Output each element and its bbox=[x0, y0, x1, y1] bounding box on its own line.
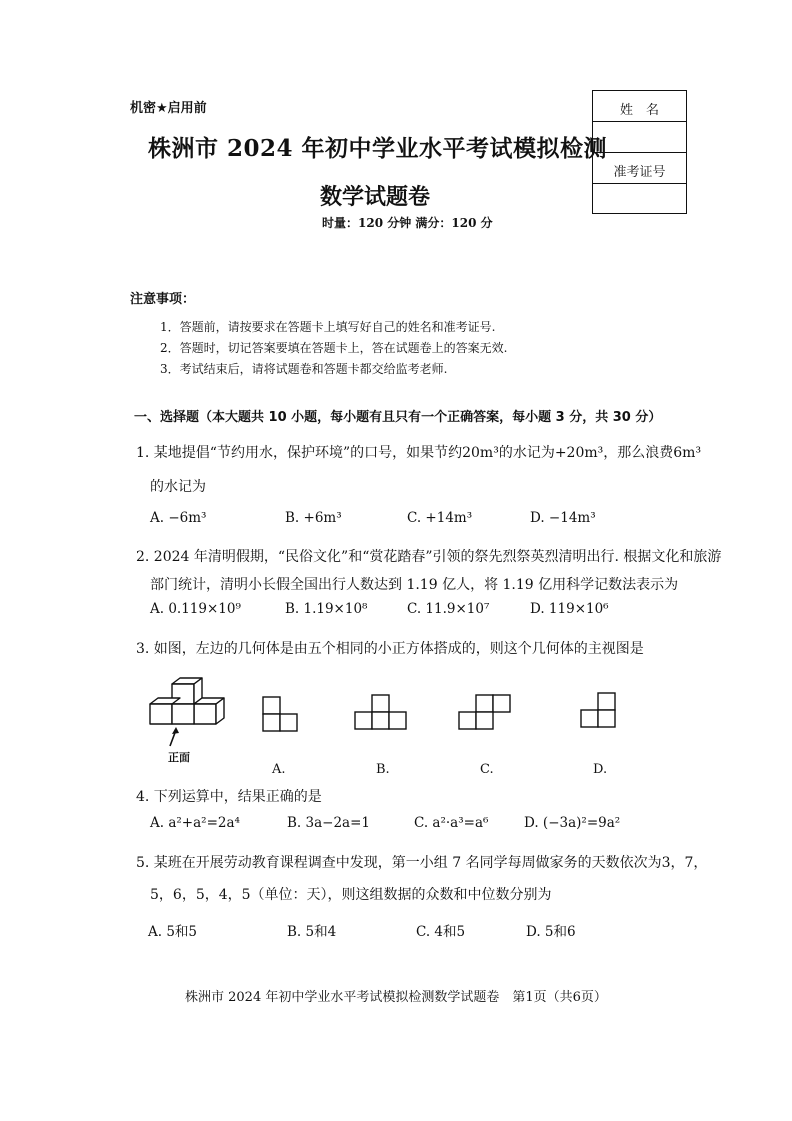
option-c-label: C. bbox=[480, 762, 494, 777]
paper-subtitle: 数学试题卷 bbox=[320, 184, 431, 210]
exam-number-label-row bbox=[593, 153, 686, 184]
question-5-option-a: A. 5和5 bbox=[148, 924, 198, 940]
exam-meta: 时量：120 分钟 满分：120 分 bbox=[322, 216, 493, 230]
option-c-figure bbox=[458, 693, 514, 735]
name-label-row bbox=[593, 91, 686, 122]
option-d-label: D. bbox=[593, 762, 608, 777]
section-heading: 一、选择题（本大题共 10 小题，每小题有且只有一个正确答案，每小题 3 分，共 30 分） bbox=[134, 410, 662, 425]
question-1-text-cont: 的水记为 bbox=[150, 479, 206, 495]
question-2-option-a: A. 0.119×10⁹ bbox=[150, 601, 241, 617]
candidate-info-box bbox=[592, 90, 687, 214]
question-1-option-d: D. −14m³ bbox=[530, 510, 596, 526]
question-5-text: 5. 某班在开展劳动教育课程调查中发现，第一小组 7 名同学每周做家务的天数依次为3，7， bbox=[136, 855, 708, 871]
question-2-text: 2. 2024 年清明假期，“民俗文化”和“赏花踏春”引领的祭先烈祭英烈清明出行. 根据文化和旅游 bbox=[136, 549, 722, 565]
page-footer: 株洲市 2024 年初中学业水平考试模拟检测数学试题卷 第1页（共6页） bbox=[185, 990, 607, 1005]
confidential-mark: 机密★启用前 bbox=[130, 101, 207, 116]
name-field[interactable] bbox=[593, 122, 686, 153]
question-4-option-b: B. 3a−2a=1 bbox=[287, 815, 370, 831]
question-1-option-a: A. −6m³ bbox=[150, 510, 207, 526]
option-a-figure bbox=[262, 696, 302, 736]
exam-number-field[interactable] bbox=[593, 184, 686, 213]
question-4-option-d: D. (−3a)²=9a² bbox=[524, 815, 621, 831]
question-1-text: 1. 某地提倡“节约用水，保护环境”的口号，如果节约20m³的水记为+20m³，那么浪费6m³ bbox=[136, 445, 702, 461]
question-4-option-c: C. a²·a³=a⁶ bbox=[414, 815, 489, 831]
front-view-caption: 正面 bbox=[168, 751, 190, 764]
question-2-text-cont: 部门统计，清明小长假全国出行人数达到 1.19 亿人，将 1.19 亿用科学记数法表示为 bbox=[150, 577, 679, 593]
question-4-text: 4. 下列运算中，结果正确的是 bbox=[136, 789, 322, 805]
notice-item: 3．考试结束后，请将试题卷和答题卡都交给监考老师. bbox=[160, 362, 448, 376]
question-1-option-c: C. +14m³ bbox=[407, 510, 473, 526]
question-5-option-c: C. 4和5 bbox=[416, 924, 466, 940]
exam-title: 株洲市 2024 年初中学业水平考试模拟检测 bbox=[148, 135, 608, 162]
notice-heading: 注意事项： bbox=[130, 292, 196, 307]
notice-item: 2．答题时，切记答案要填在答题卡上，答在试题卷上的答案无效. bbox=[160, 341, 508, 355]
question-2-option-b: B. 1.19×10⁸ bbox=[285, 601, 368, 617]
option-d-figure bbox=[580, 691, 620, 733]
question-5-option-b: B. 5和4 bbox=[287, 924, 337, 940]
notice-item: 1．答题前，请按要求在答题卡上填写好自己的姓名和准考证号. bbox=[160, 320, 496, 334]
question-3-text: 3. 如图，左边的几何体是由五个相同的小正方体搭成的，则这个几何体的主视图是 bbox=[136, 641, 644, 657]
question-1-option-b: B. +6m³ bbox=[285, 510, 342, 526]
name-label: 姓 名 bbox=[619, 103, 659, 118]
exam-number-label: 准考证号 bbox=[613, 165, 666, 180]
option-b-label: B. bbox=[376, 762, 390, 777]
question-5-option-d: D. 5和6 bbox=[526, 924, 576, 940]
question-2-option-d: D. 119×10⁶ bbox=[530, 601, 609, 617]
question-2-option-c: C. 11.9×10⁷ bbox=[407, 601, 490, 617]
question-4-option-a: A. a²+a²=2a⁴ bbox=[150, 815, 240, 831]
option-b-figure bbox=[354, 693, 410, 735]
question-5-text-cont: 5，6，5，4，5（单位：天），则这组数据的众数和中位数分别为 bbox=[150, 887, 552, 903]
option-a-label: A. bbox=[272, 762, 286, 777]
